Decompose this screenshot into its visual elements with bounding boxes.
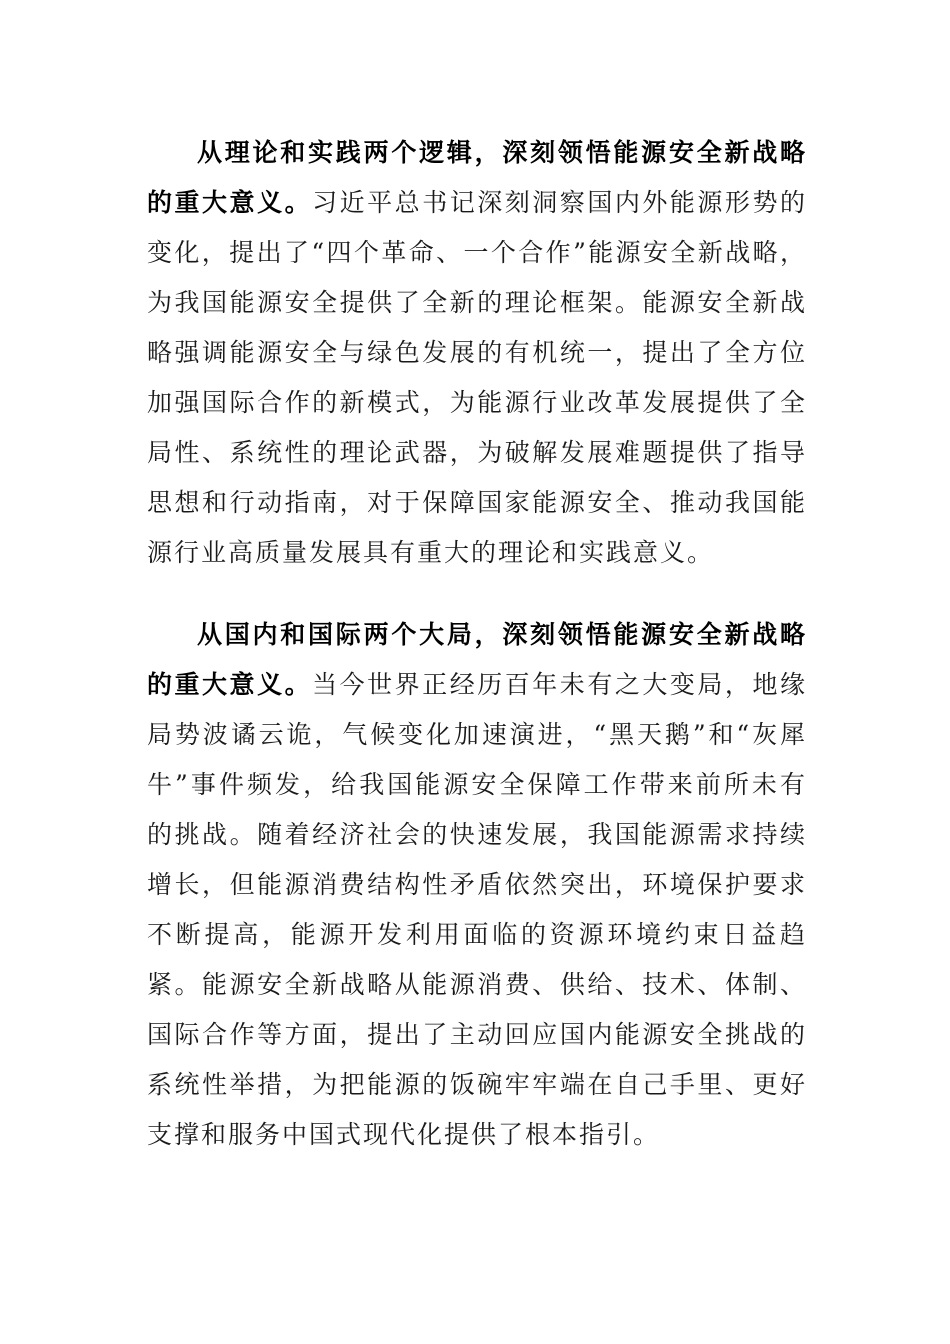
paragraph-2-lead: 从国内和国际两个大局，深刻领悟能源安全新战略的重大意义。 — [147, 620, 807, 699]
paragraph-1-body: 习近平总书记深刻洞察国内外能源形势的变化，提出了“四个革命、一个合作”能源安全新战略，为我国能源安全提供了全新的理论框架。能源安全新战略强调能源安全与绿色发展的有机统一，提出了全方位加强国际合作的新模式，为能源行业改革发展提供了全局性、系统性的理论武器，为破解发展难题提供了指导思想和行动指南，对于保障国家能源安全、推动我国能源行业高质量发展具有重大的理论和实践意义。 — [147, 188, 807, 567]
paragraph-1 — [147, 128, 807, 578]
paragraph-2 — [147, 610, 807, 1160]
paragraph-1-lead: 从理论和实践两个逻辑，深刻领悟能源安全新战略的重大意义。 — [147, 138, 807, 217]
paragraph-2-body: 当今世界正经历百年未有之大变局，地缘局势波谲云诡，气候变化加速演进，“黑天鹅”和“灰犀牛”事件频发，给我国能源安全保障工作带来前所未有的挑战。随着经济社会的快速发展，我国能源需求持续增长，但能源消费结构性矛盾依然突出，环境保护要求不断提高，能源开发利用面临的资源环境约束日益趋紧。能源安全新战略从能源消费、供给、技术、体制、国际合作等方面，提出了主动回应国内能源安全挑战的系统性举措，为把能源的饭碗牢牢端在自己手里、更好支撑和服务中国式现代化提供了根本指引。 — [147, 670, 807, 1149]
